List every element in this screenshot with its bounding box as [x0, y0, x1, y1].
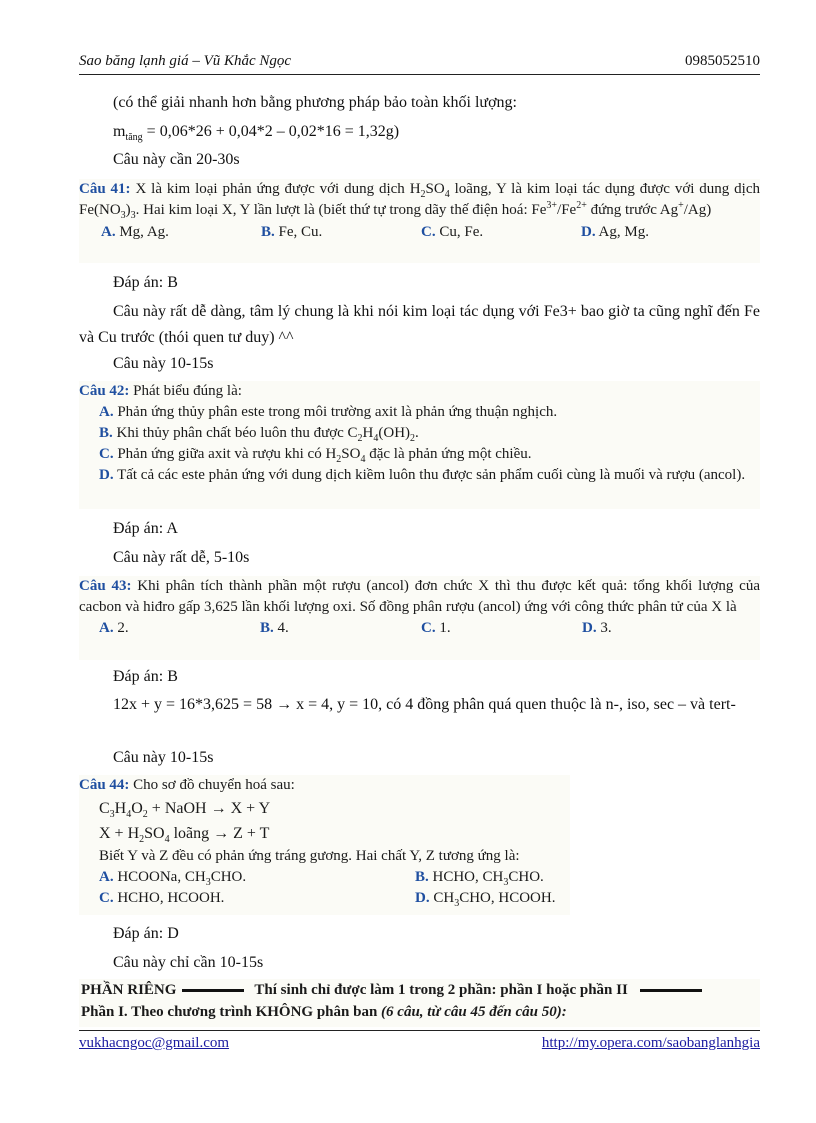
header-author: Sao băng lạnh giá – Vũ Khắc Ngọc	[79, 53, 292, 69]
question-42-time: Câu này rất dễ, 5-10s	[113, 549, 250, 566]
question-43-options	[79, 618, 760, 639]
option-d: D. $CH_3CHO$, HCOOH.	[415, 890, 556, 909]
question-42-option-c: C. Phản ứng giữa axit và rượu khi có $H_2SO_4$ đặc là phản ứng một chiều.	[99, 446, 532, 465]
question-44-time: Câu này chỉ cần 10-15s	[113, 954, 264, 971]
header-rule	[79, 74, 760, 75]
option-a: A. Mg, Ag.	[101, 224, 169, 240]
option-a: A. HCOONa, $CH_3CHO$.	[99, 869, 247, 888]
option-b: B. 4.	[260, 620, 289, 636]
question-42-option-d: D. Tất cả các este phản ứng với dung dịch kiềm luôn thu được sản phẩm cuối cùng là muối và rượu (ancol).	[99, 467, 746, 483]
section-title: PHẦN RIÊNG	[81, 982, 177, 998]
section-heading	[79, 979, 760, 1001]
question-43-explain: 12x + y = 16*3,625 = 58 → x = 4, y = 10, có 4 đồng phân quá quen thuộc là n-, iso, sec – và tert-	[113, 696, 736, 713]
option-b: B. Fe, Cu.	[261, 224, 323, 240]
section-note: Thí sinh chỉ được làm 1 trong 2 phần: phần I hoặc phần II	[254, 982, 628, 998]
option-b: B. HCHO, $CH_3CHO$.	[415, 869, 544, 888]
question-42-box	[79, 381, 760, 509]
option-c: C. 1.	[421, 620, 451, 636]
intro-time: Câu này cần 20-30s	[113, 151, 240, 168]
section-box	[79, 979, 760, 1027]
question-41-box	[79, 179, 760, 263]
question-43-time: Câu này 10-15s	[113, 749, 214, 766]
section-line-left	[182, 989, 244, 992]
question-42-option-b: B. Khi thủy phân chất béo luôn thu được $C_2H_4(OH)_2$.	[99, 425, 419, 444]
option-c: C. Cu, Fe.	[421, 224, 484, 240]
section-part1: Phần I. Theo chương trình KHÔNG phân ban (6 câu, từ câu 45 đến câu 50):	[81, 1004, 567, 1020]
question-44-stem: Câu 44: Cho sơ đồ chuyển hoá sau:	[79, 777, 295, 793]
option-c: C. HCHO, HCOOH.	[99, 890, 225, 906]
question-44-answer: Đáp án: D	[113, 925, 179, 942]
question-43-box	[79, 576, 760, 660]
intro-mass: $m_{tăng} = 0,06*26 + 0,04*2 - 0,02*16 = 1,32g$)	[113, 123, 400, 144]
section-line-right	[640, 989, 702, 992]
question-44-options-row-2	[79, 888, 570, 909]
question-43-stem: Câu 43: Khi phân tích thành phần một rượu (ancol) đơn chức X thì thu được kết quả: tổng khối lượng của cacbon và hiđro gấp 3,625 lần khối lượng oxi. Số đồng phân rượu (ancol) ứng với công thức phân tử của X là	[79, 578, 761, 615]
question-43-answer: Đáp án: B	[113, 668, 178, 685]
footer-email-link[interactable]: vukhacngoc@gmail.com	[79, 1035, 230, 1051]
header-phone: 0985052510	[685, 53, 760, 69]
footer-url-link[interactable]: http://my.opera.com/saobanglanhgia	[541, 1035, 760, 1051]
question-44-box	[79, 775, 570, 915]
question-42-stem: Câu 42: Phát biểu đúng là:	[79, 383, 242, 399]
question-44-equation-2: $X + H_2SO_4$ loãng → Z + T	[99, 825, 270, 846]
option-a: A. 2.	[99, 620, 129, 636]
question-41-answer: Đáp án: B	[113, 274, 178, 291]
question-41-time: Câu này 10-15s	[113, 355, 214, 372]
question-41-explain: Câu này rất dễ dàng, tâm lý chung là khi nói kim loại tác dụng với Fe3+ bao giờ ta cũng nghĩ đến Fe và Cu trước (thói quen tư duy) ^^	[79, 303, 760, 346]
footer-rule	[79, 1030, 760, 1031]
question-41-stem: Câu 41: X là kim loại phản ứng được với dung dịch $H_2SO_4$ loãng, Y là kim loại tác dụng được với dung dịch $Fe(NO_3)_3$. Hai kim loại X, Y lần lượt là (biết thứ tự trong dãy thế điện hoá: $Fe^{3+}/Fe^{2+}$ đứng trước Ag+/Ag)	[79, 181, 761, 221]
option-d: D. Ag, Mg.	[581, 224, 649, 240]
intro-line1: (có thể giải nhanh hơn bằng phương pháp bảo toàn khối lượng:	[113, 94, 517, 111]
option-d: D. 3.	[582, 620, 612, 636]
question-41-options	[79, 222, 760, 243]
question-42-option-a: A. Phản ứng thủy phân este trong môi trường axit là phản ứng thuận nghịch.	[99, 404, 558, 420]
question-44-equation-1: $C_3H_4O_2$ + NaOH → X + Y	[99, 800, 271, 821]
question-44-options-row-1	[79, 867, 570, 888]
question-42-answer: Đáp án: A	[113, 520, 178, 537]
question-44-note: Biết Y và Z đều có phản ứng tráng gương. Hai chất Y, Z tương ứng là:	[99, 848, 520, 864]
